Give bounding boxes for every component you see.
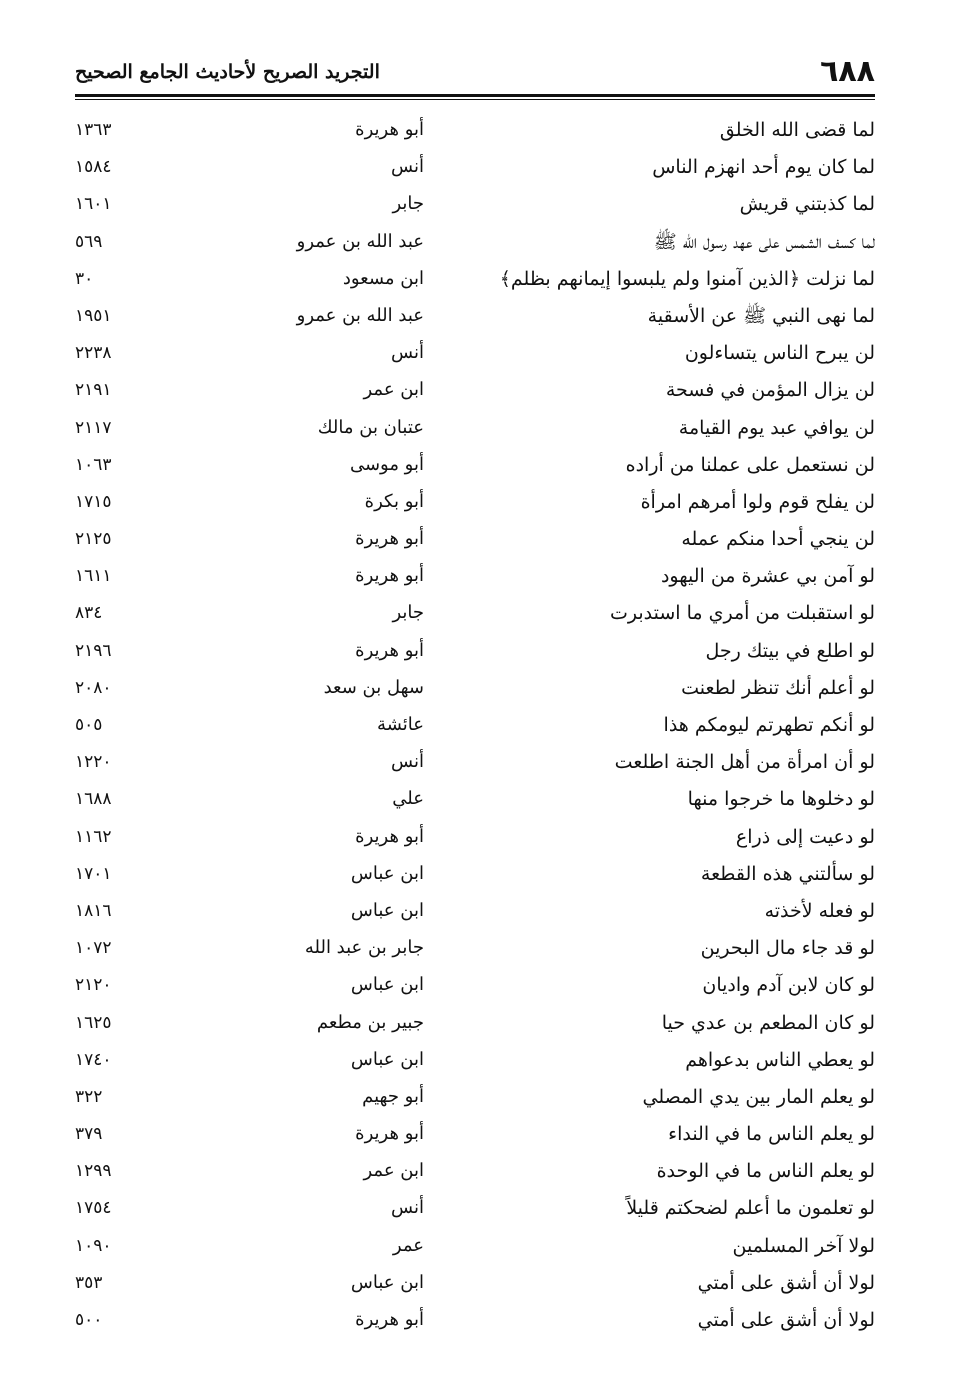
hadith-number: ٥٠٥ bbox=[75, 715, 103, 735]
hadith-number: ٣٢٢ bbox=[75, 1086, 103, 1107]
narrator-name: أبو هريرة bbox=[355, 639, 424, 661]
hadith-text: لو دخلوها ما خرجوا منها bbox=[687, 788, 875, 811]
narrator-name: ابن عباس bbox=[350, 974, 424, 996]
index-row bbox=[75, 1191, 875, 1228]
narrator-name: أبو جهيم bbox=[362, 1085, 424, 1107]
index-row bbox=[75, 373, 875, 410]
hadith-text: لو تعلمون ما أعلم لضحكتم قليلاً bbox=[626, 1197, 875, 1220]
narrator-name: ابن عباس bbox=[350, 862, 424, 884]
narrator-name: جابر بن عبد الله bbox=[304, 937, 424, 959]
hadith-text: لو أعلم أنك تنظر لطعنت bbox=[681, 676, 875, 699]
hadith-text: لولا آخر المسلمين bbox=[732, 1234, 875, 1257]
index-row bbox=[75, 262, 875, 299]
hadith-number: ١١٦٢ bbox=[75, 826, 112, 847]
narrator-name: ابن عمر bbox=[363, 1160, 424, 1182]
hadith-number: ١٦٢٥ bbox=[75, 1012, 112, 1033]
hadith-number: ٢٢٣٨ bbox=[75, 343, 112, 364]
hadith-text: لو أن امرأة من أهل الجنة اطلعت bbox=[614, 751, 875, 774]
hadith-number: ٥٦٩ bbox=[75, 231, 103, 252]
index-row bbox=[75, 485, 875, 522]
index-row bbox=[75, 1154, 875, 1191]
index-row bbox=[75, 745, 875, 782]
index-row bbox=[75, 187, 875, 224]
hadith-number: ١٢٩٩ bbox=[75, 1161, 112, 1182]
narrator-name: أنس bbox=[391, 1197, 424, 1219]
hadith-number: ١٨١٦ bbox=[75, 900, 112, 921]
page-number: ٦٨٨ bbox=[820, 54, 875, 89]
hadith-text: لو قد جاء مال البحرين bbox=[700, 937, 875, 960]
book-title: التجريد الصريح لأحاديث الجامع الصحيح bbox=[75, 61, 380, 83]
narrator-name: ابن مسعود bbox=[342, 267, 424, 289]
narrator-name: ابن عباس bbox=[350, 899, 424, 921]
hadith-text: لو يعلم الناس ما في النداء bbox=[668, 1123, 875, 1146]
narrator-name: ابن عباس bbox=[350, 1271, 424, 1293]
hadith-text: لن يوافي عبد يوم القيامة bbox=[678, 416, 875, 439]
hadith-text: لن ينجي أحدا منكم عمله bbox=[681, 528, 875, 551]
index-row bbox=[75, 1043, 875, 1080]
narrator-name: أبو هريرة bbox=[355, 825, 424, 847]
narrator-name: أبو هريرة bbox=[355, 565, 424, 587]
index-row bbox=[75, 634, 875, 671]
narrator-name: أبو هريرة bbox=[355, 528, 424, 550]
index-row bbox=[75, 894, 875, 931]
narrator-name: أنس bbox=[391, 751, 424, 773]
narrator-name: عبد الله بن عمرو bbox=[296, 304, 424, 326]
hadith-text: لو كان المطعم بن عدي حيا bbox=[661, 1011, 875, 1034]
narrator-name: عمر bbox=[392, 1234, 424, 1256]
index-row bbox=[75, 522, 875, 559]
index-row bbox=[75, 1303, 875, 1340]
index-row bbox=[75, 1117, 875, 1154]
hadith-text: لن يفلح قوم ولوا أمرهم امرأة bbox=[640, 490, 875, 513]
narrator-name: أبو بكرة bbox=[364, 490, 424, 512]
index-row bbox=[75, 559, 875, 596]
narrator-name: ابن عباس bbox=[350, 1048, 424, 1070]
hadith-number: ١٣٦٣ bbox=[75, 120, 112, 140]
index-row bbox=[75, 1006, 875, 1043]
index-row bbox=[75, 150, 875, 187]
index-row bbox=[75, 113, 875, 150]
hadith-text: لو فعله لأخذته bbox=[764, 899, 875, 922]
hadith-text: لما كذبتني قريش bbox=[739, 193, 875, 216]
hadith-number: ١٠٧٢ bbox=[75, 938, 112, 959]
index-row bbox=[75, 1229, 875, 1266]
hadith-number: ٨٣٤ bbox=[75, 603, 103, 624]
hadith-text: لما قضى الله الخلق bbox=[719, 119, 875, 141]
hadith-number: ٢٠٨٠ bbox=[75, 677, 112, 698]
hadith-text: لو سألتني هذه القطعة bbox=[700, 862, 875, 885]
hadith-text: لو آمن بي عشرة من اليهود bbox=[660, 565, 875, 588]
index-row bbox=[75, 857, 875, 894]
hadith-number: ٣٧٩ bbox=[75, 1124, 103, 1145]
narrator-name: جبير بن مطعم bbox=[316, 1011, 424, 1033]
hadith-text: لولا أن أشق على أمتي bbox=[697, 1271, 875, 1294]
narrator-name: علي bbox=[392, 788, 424, 810]
index-row bbox=[75, 448, 875, 485]
narrator-name: جابر bbox=[392, 602, 424, 624]
hadith-number: ١٦١١ bbox=[75, 566, 112, 587]
hadith-text: لما كسف الشمس على عهد رسول الله ﷺ bbox=[653, 230, 875, 253]
hadith-text: لن يزال المؤمن في فسحة bbox=[665, 379, 875, 402]
narrator-name: عبد الله بن عمرو bbox=[296, 230, 424, 252]
hadith-number: ١٥٨٤ bbox=[75, 157, 112, 178]
hadith-text: لو كان لابن آدم واديان bbox=[702, 974, 875, 997]
hadith-text: لو يعلم المار بين يدي المصلي bbox=[642, 1085, 875, 1108]
hadith-number: ١٧٤٠ bbox=[75, 1049, 112, 1070]
hadith-number: ٥٠٠ bbox=[75, 1310, 103, 1330]
index-row bbox=[75, 1266, 875, 1303]
index-row bbox=[75, 820, 875, 857]
narrator-name: أبو هريرة bbox=[355, 119, 424, 140]
hadith-number: ١٧٥٤ bbox=[75, 1198, 112, 1219]
hadith-number: ٢١٩٦ bbox=[75, 640, 112, 661]
header-rule bbox=[75, 94, 875, 97]
hadith-number: ١٩٥١ bbox=[75, 305, 112, 326]
index-row bbox=[75, 1080, 875, 1117]
narrator-name: ابن عمر bbox=[363, 379, 424, 401]
narrator-name: جابر bbox=[392, 193, 424, 215]
index-row bbox=[75, 931, 875, 968]
index-row bbox=[75, 596, 875, 633]
narrator-name: عتبان بن مالك bbox=[317, 416, 424, 438]
index-row bbox=[75, 411, 875, 448]
index-row bbox=[75, 299, 875, 336]
hadith-text: لو اطلع في بيتك رجل bbox=[705, 639, 875, 662]
hadith-text: لو أنكم تطهرتم ليومكم هذا bbox=[663, 714, 875, 736]
index-row bbox=[75, 708, 875, 745]
hadith-number: ٢١١٧ bbox=[75, 417, 112, 438]
hadith-text: لما كان يوم أحد انهزم الناس bbox=[652, 156, 875, 179]
hadith-number: ٢١٩١ bbox=[75, 380, 112, 401]
hadith-number: ١٧٠١ bbox=[75, 863, 112, 884]
hadith-number: ١٠٦٣ bbox=[75, 454, 112, 475]
narrator-name: أبو هريرة bbox=[355, 1123, 424, 1145]
narrator-name: أبو هريرة bbox=[355, 1309, 424, 1330]
hadith-text: لما نزلت ﴿الذين آمنوا ولم يلبسوا إيمانهم بظلم﴾ bbox=[499, 267, 875, 290]
hadith-number: ٣٠ bbox=[75, 268, 94, 289]
index-row bbox=[75, 782, 875, 819]
index-row bbox=[75, 336, 875, 373]
index-row bbox=[75, 671, 875, 708]
hadith-number: ٣٥٣ bbox=[75, 1272, 103, 1293]
hadith-number: ١٦٠١ bbox=[75, 194, 112, 215]
index-row bbox=[75, 968, 875, 1005]
hadith-text: لو يعلم الناس ما في الوحدة bbox=[656, 1160, 875, 1183]
hadith-text: لما نهى النبي ﷺ عن الأسقية bbox=[647, 304, 875, 327]
hadith-text: لن نستعمل على عملنا من أراده bbox=[625, 453, 875, 476]
hadith-text: لو دعيت إلى ذراع bbox=[735, 825, 875, 848]
narrator-name: أنس bbox=[391, 342, 424, 364]
hadith-index-list bbox=[75, 113, 875, 1340]
header-rule-thin bbox=[75, 99, 875, 100]
narrator-name: أنس bbox=[391, 156, 424, 178]
hadith-number: ٢١٢٠ bbox=[75, 975, 112, 996]
index-row bbox=[75, 225, 875, 262]
narrator-name: أبو موسى bbox=[349, 453, 424, 475]
hadith-text: لو يعطي الناس بدعواهم bbox=[685, 1048, 875, 1071]
hadith-number: ٢١٢٥ bbox=[75, 529, 112, 550]
narrator-name: سهل بن سعد bbox=[323, 676, 424, 698]
hadith-text: لن يبرح الناس يتساءلون bbox=[684, 342, 875, 365]
hadith-number: ١٦٨٨ bbox=[75, 789, 112, 810]
hadith-text: لولا أن أشق على أمتي bbox=[697, 1309, 875, 1331]
hadith-number: ١٢٢٠ bbox=[75, 752, 112, 773]
hadith-text: لو استقبلت من أمري ما استدبرت bbox=[609, 602, 875, 625]
hadith-number: ١٠٩٠ bbox=[75, 1235, 112, 1256]
page-header bbox=[75, 52, 875, 94]
hadith-number: ١٧١٥ bbox=[75, 491, 112, 512]
narrator-name: عائشة bbox=[377, 714, 424, 735]
